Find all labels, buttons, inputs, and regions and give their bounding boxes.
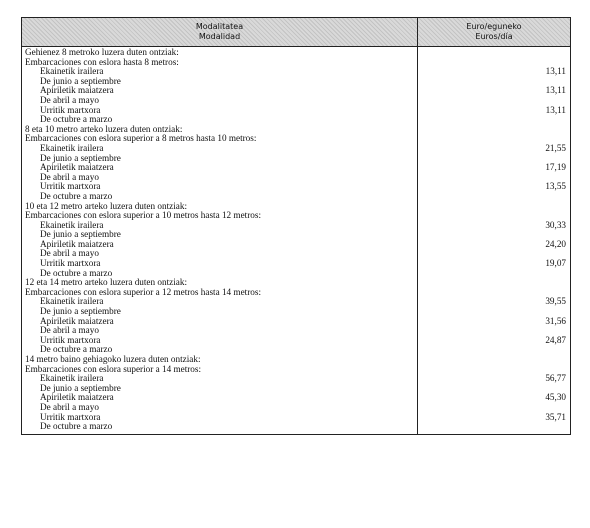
section-title-eu: 10 eta 12 metro arteko luzera duten ontziak: <box>25 200 187 211</box>
price-value: 35,71 <box>545 411 566 422</box>
price-value: 13,55 <box>545 181 566 192</box>
period-label-es: De abril a mayo <box>40 248 99 259</box>
period-label-es: De junio a septiembre <box>40 75 121 86</box>
header-modality-eu: Modalitatea <box>195 22 244 31</box>
period-label-eu: Apiriletik maiatzera <box>40 238 114 249</box>
value-spacer <box>418 192 570 202</box>
period-label-eu: Urritik martxora <box>40 258 101 269</box>
price-column <box>418 47 570 434</box>
period-label-eu: Ekainetik irailera <box>40 373 104 384</box>
period-label-es: De octubre a marzo <box>40 190 113 201</box>
price-value: 56,77 <box>545 373 566 384</box>
section-title-es: Embarcaciones con eslora superior a 8 metros hasta 10 metros: <box>25 133 257 144</box>
period-label-es: De abril a mayo <box>40 401 99 412</box>
period-label-es: De abril a mayo <box>40 94 99 105</box>
period-label-eu: Apiriletik maiatzera <box>40 315 114 326</box>
period-label-es: De junio a septiembre <box>40 382 121 393</box>
period-label-eu: Ekainetik irailera <box>40 296 104 307</box>
value-spacer <box>418 422 570 432</box>
period-label-es: De junio a septiembre <box>40 229 121 240</box>
price-value: 24,87 <box>545 334 566 345</box>
section-title-eu: 14 metro baino gehiagoko luzera duten ontziak: <box>25 354 201 364</box>
price-value: 30,33 <box>545 219 566 230</box>
section-title-eu: 12 eta 14 metro arteko luzera duten ontziak: <box>25 277 187 288</box>
section-title-es: Embarcaciones con eslora hasta 8 metros: <box>25 56 179 67</box>
period-label-eu: Ekainetik irailera <box>40 219 104 230</box>
period-label-eu: Urritik martxora <box>40 334 101 345</box>
section-title-eu: Gehienez 8 metroko luzera duten ontziak: <box>25 47 179 57</box>
price-value: 24,20 <box>545 238 566 249</box>
period-label-es: De junio a septiembre <box>40 152 121 163</box>
period-label-eu: Ekainetik irailera <box>40 66 104 77</box>
header-price-es: Euros/día <box>475 32 513 41</box>
price-value: 13,11 <box>545 85 566 96</box>
period-label-es: De abril a mayo <box>40 325 99 336</box>
value-spacer <box>418 269 570 279</box>
value-spacer <box>418 48 570 67</box>
modality-column <box>22 47 418 434</box>
period-label-es: De junio a septiembre <box>40 306 121 317</box>
price-value: 45,30 <box>545 392 566 403</box>
period-label-es: De octubre a marzo <box>40 421 113 432</box>
header-price <box>418 18 570 46</box>
header-modality-es: Modalidad <box>198 32 241 41</box>
value-spacer <box>418 125 570 144</box>
price-value: 17,19 <box>545 162 566 173</box>
period-label-eu: Urritik martxora <box>40 104 101 115</box>
period-label-es: De octubre a marzo <box>40 114 113 125</box>
header-price-eu: Euro/eguneko <box>466 22 522 31</box>
value-spacer <box>418 355 570 374</box>
table-body <box>22 47 570 434</box>
period-label-eu: Ekainetik irailera <box>40 142 104 153</box>
section-title-es: Embarcaciones con eslora superior a 14 metros: <box>25 363 202 374</box>
period-label-eu: Urritik martxora <box>40 411 101 422</box>
table-header <box>22 18 570 47</box>
price-value: 19,07 <box>545 258 566 269</box>
value-spacer <box>418 115 570 125</box>
period-label-es: De octubre a marzo <box>40 344 113 355</box>
period-label-eu: Apiriletik maiatzera <box>40 162 114 173</box>
period-label-eu: Apiriletik maiatzera <box>40 392 114 403</box>
price-value: 39,55 <box>545 296 566 307</box>
header-modality <box>22 18 418 46</box>
section-title-es: Embarcaciones con eslora superior a 12 metros hasta 14 metros: <box>25 286 261 297</box>
price-value: 21,55 <box>545 142 566 153</box>
value-spacer <box>418 345 570 355</box>
value-spacer <box>418 278 570 297</box>
period-label-eu: Urritik martxora <box>40 181 101 192</box>
price-value: 13,11 <box>545 66 566 77</box>
price-value: 13,11 <box>545 104 566 115</box>
section-title-es: Embarcaciones con eslora superior a 10 metros hasta 12 metros: <box>25 210 261 221</box>
price-value: 31,56 <box>545 315 566 326</box>
value-spacer <box>418 202 570 221</box>
period-label-es: De octubre a marzo <box>40 267 113 278</box>
period-label-eu: Apiriletik maiatzera <box>40 85 114 96</box>
section-title-eu: 8 eta 10 metro arteko luzera duten ontziak: <box>25 123 183 134</box>
period-label-es: De abril a mayo <box>40 171 99 182</box>
rates-table <box>21 17 571 435</box>
